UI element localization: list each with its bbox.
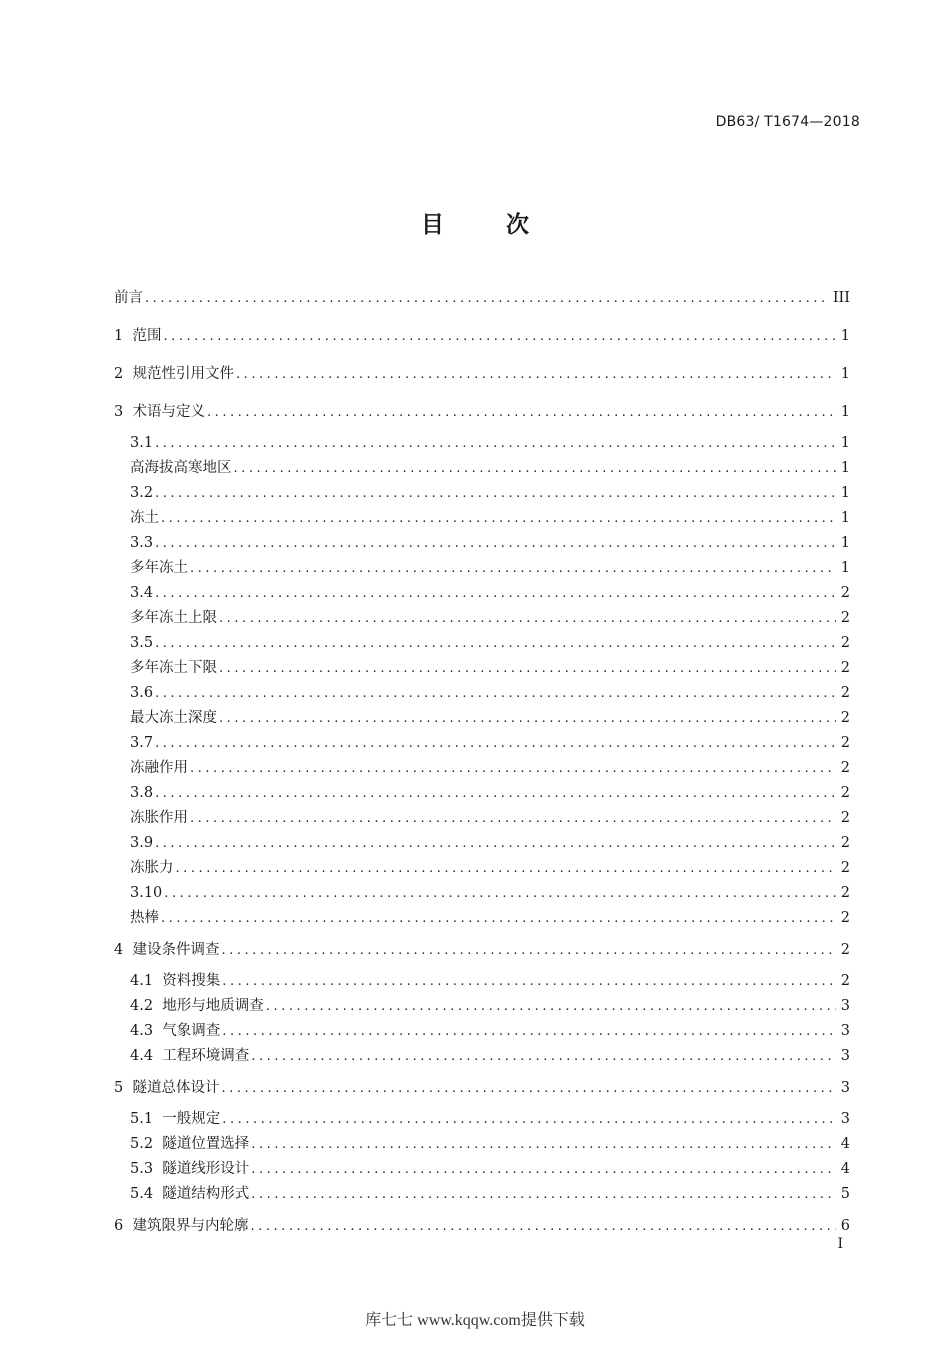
toc-entry-page: 2	[840, 660, 850, 676]
toc-leader-dots	[236, 362, 836, 387]
toc-leader-dots	[221, 938, 836, 963]
toc-entry[interactable]	[114, 286, 850, 317]
title-char-2: 次	[506, 212, 529, 238]
toc-entry-number: 5.1	[130, 1111, 163, 1127]
toc-entry-number: 4.3	[130, 1023, 163, 1039]
toc-leader-dots	[190, 756, 836, 781]
toc-entry[interactable]	[114, 781, 850, 806]
toc-entry-label: 冻胀作用	[130, 810, 188, 826]
toc-entry-label: 高海拔高寒地区	[130, 460, 232, 476]
toc-entry-label: 气象调查	[162, 1023, 221, 1039]
title-char-1: 目	[420, 212, 444, 238]
toc-entry-page: 2	[840, 635, 850, 651]
toc-entry-page: 2	[840, 885, 850, 901]
toc-entry-page: 1	[840, 435, 850, 451]
toc-entry-label: 冻融作用	[130, 760, 188, 776]
toc-entry-label: 3.9	[130, 835, 154, 851]
toc-leader-dots	[222, 1107, 836, 1132]
toc-entry-label: 前言	[114, 290, 143, 306]
toc-entry-page: 2	[840, 610, 850, 626]
toc-entry[interactable]	[114, 831, 850, 856]
toc-entry-label: 多年冻土上限	[130, 610, 217, 626]
toc-entry[interactable]	[114, 806, 850, 831]
toc-leader-dots	[161, 506, 836, 531]
toc-entry-page: 1	[840, 535, 850, 551]
toc-entry-page: 4	[840, 1161, 850, 1177]
toc-entry-page: 2	[840, 585, 850, 601]
toc-entry[interactable]	[114, 456, 850, 481]
toc-entry-page: 3	[840, 1048, 850, 1064]
toc-entry-page: 2	[840, 860, 850, 876]
toc-leader-dots	[190, 556, 836, 581]
toc-entry[interactable]	[114, 906, 850, 931]
toc-entry-page: 3	[840, 1023, 850, 1039]
toc-leader-dots	[266, 994, 836, 1019]
toc-entry-page: 2	[840, 710, 850, 726]
toc-leader-dots	[219, 656, 836, 681]
toc-leader-dots	[155, 631, 836, 656]
toc-entry-page: 2	[840, 973, 850, 989]
toc-entry[interactable]	[114, 856, 850, 881]
toc-leader-dots	[190, 806, 836, 831]
toc-entry-page: 2	[840, 735, 850, 751]
document-code: DB63/ T1674—2018	[715, 114, 860, 130]
toc-leader-dots	[222, 969, 836, 994]
toc-entry-number: 4	[114, 942, 133, 958]
toc-entry-label: 多年冻土	[130, 560, 188, 576]
toc-entry-label: 工程环境调查	[162, 1048, 250, 1064]
toc-leader-dots	[219, 606, 836, 631]
toc-entry-page: 2	[840, 835, 850, 851]
toc-leader-dots	[155, 431, 836, 456]
toc-leader-dots	[155, 781, 836, 806]
toc-entry[interactable]	[114, 994, 850, 1019]
toc-entry[interactable]	[114, 969, 850, 994]
toc-leader-dots	[221, 1076, 836, 1101]
toc-entry[interactable]	[114, 1132, 850, 1157]
toc-leader-dots	[222, 1019, 836, 1044]
toc-entry[interactable]	[114, 400, 850, 431]
toc-entry[interactable]	[114, 1182, 850, 1207]
toc-entry-label: 3.10	[130, 885, 163, 901]
toc-entry-label: 冻土	[130, 510, 159, 526]
toc-entry-label: 地形与地质调查	[162, 998, 264, 1014]
toc-entry[interactable]	[114, 481, 850, 506]
toc-entry[interactable]	[114, 1019, 850, 1044]
watermark-text: 库七七 www.kqqw.com提供下载	[365, 1312, 585, 1329]
toc-leader-dots	[145, 286, 829, 311]
toc-entry-number: 4.2	[130, 998, 163, 1014]
toc-entry-number: 5.2	[130, 1136, 163, 1152]
toc-entry[interactable]	[114, 1107, 850, 1132]
page-title	[0, 206, 950, 239]
toc-leader-dots	[164, 881, 836, 906]
toc-entry-number: 3	[114, 404, 133, 420]
toc-entry-label: 隧道结构形式	[162, 1186, 250, 1202]
toc-leader-dots	[155, 681, 836, 706]
toc-entry-label: 3.3	[130, 535, 154, 551]
toc-entry-page: 6	[840, 1218, 850, 1234]
toc-entry-label: 冻胀力	[130, 860, 174, 876]
toc-entry[interactable]	[114, 681, 850, 706]
toc-entry[interactable]	[114, 938, 850, 969]
toc-leader-dots	[155, 731, 836, 756]
toc-entry-label: 建设条件调查	[132, 942, 220, 958]
toc-entry-label: 3.4	[130, 585, 154, 601]
toc-entry-page: III	[832, 290, 850, 306]
toc-entry[interactable]	[114, 431, 850, 456]
toc-entry-label: 一般规定	[162, 1111, 221, 1127]
toc-entry-label: 3.7	[130, 735, 154, 751]
toc-entry-label: 范围	[132, 328, 162, 344]
toc-entry-page: 2	[840, 760, 850, 776]
toc-entry[interactable]	[114, 581, 850, 606]
toc-leader-dots	[234, 456, 837, 481]
toc-leader-dots	[155, 581, 836, 606]
toc-entry-page: 1	[840, 404, 850, 420]
toc-leader-dots	[251, 1157, 836, 1182]
toc-entry[interactable]	[114, 1214, 850, 1245]
page-number: I	[837, 1236, 843, 1252]
toc-leader-dots	[219, 706, 836, 731]
toc-entry[interactable]	[114, 506, 850, 531]
toc-entry-label: 隧道线形设计	[162, 1161, 250, 1177]
toc-entry-number: 4.4	[130, 1048, 163, 1064]
toc-entry-number: 5.4	[130, 1186, 163, 1202]
toc-entry-label: 资料搜集	[162, 973, 221, 989]
toc-entry-page: 5	[840, 1186, 850, 1202]
toc-leader-dots	[251, 1044, 836, 1069]
toc-leader-dots	[163, 324, 836, 349]
toc-leader-dots	[251, 1182, 836, 1207]
toc-entry-page: 4	[840, 1136, 850, 1152]
toc-entry-page: 2	[840, 685, 850, 701]
toc-entry-label: 规范性引用文件	[132, 366, 234, 382]
toc-entry-label: 最大冻土深度	[130, 710, 217, 726]
toc-entry-page: 2	[840, 810, 850, 826]
toc-entry-page: 3	[840, 1080, 850, 1096]
toc-entry-label: 3.2	[130, 485, 154, 501]
toc-entry-page: 2	[840, 942, 850, 958]
toc-leader-dots	[155, 531, 836, 556]
toc-entry-page: 1	[840, 485, 850, 501]
toc-entry-label: 3.5	[130, 635, 154, 651]
toc-entry[interactable]	[114, 756, 850, 781]
toc-entry[interactable]	[114, 1157, 850, 1182]
toc-leader-dots	[176, 856, 837, 881]
toc-entry[interactable]	[114, 881, 850, 906]
toc-leader-dots	[155, 481, 836, 506]
toc-entry-label: 3.6	[130, 685, 154, 701]
table-of-contents	[114, 286, 850, 1245]
toc-entry[interactable]	[114, 531, 850, 556]
toc-entry-number: 2	[114, 366, 133, 382]
toc-entry[interactable]	[114, 1076, 850, 1107]
toc-entry[interactable]	[114, 324, 850, 355]
toc-entry-page: 3	[840, 1111, 850, 1127]
toc-entry-page: 1	[840, 560, 850, 576]
toc-leader-dots	[250, 1214, 836, 1239]
toc-leader-dots	[161, 906, 836, 931]
toc-entry-label: 热棒	[130, 910, 159, 926]
toc-entry-page: 1	[840, 460, 850, 476]
toc-entry-page: 1	[840, 510, 850, 526]
toc-entry-page: 1	[840, 366, 850, 382]
toc-entry-label: 隧道位置选择	[162, 1136, 250, 1152]
toc-entry-number: 5.3	[130, 1161, 163, 1177]
toc-entry[interactable]	[114, 606, 850, 631]
toc-entry-label: 隧道总体设计	[132, 1080, 220, 1096]
toc-entry-page: 2	[840, 785, 850, 801]
toc-entry-label: 术语与定义	[132, 404, 205, 420]
toc-entry[interactable]	[114, 731, 850, 756]
toc-entry-page: 2	[840, 910, 850, 926]
toc-entry-page: 1	[840, 328, 850, 344]
toc-entry[interactable]	[114, 556, 850, 581]
toc-entry[interactable]	[114, 1044, 850, 1069]
toc-entry[interactable]	[114, 362, 850, 393]
toc-entry-number: 1	[114, 328, 133, 344]
toc-entry-number: 4.1	[130, 973, 163, 989]
toc-leader-dots	[251, 1132, 836, 1157]
toc-entry-label: 建筑限界与内轮廓	[132, 1218, 249, 1234]
toc-leader-dots	[207, 400, 836, 425]
toc-entry-label: 多年冻土下限	[130, 660, 217, 676]
toc-entry-number: 5	[114, 1080, 133, 1096]
toc-entry[interactable]	[114, 706, 850, 731]
toc-leader-dots	[155, 831, 836, 856]
toc-entry-number: 6	[114, 1218, 133, 1234]
toc-entry[interactable]	[114, 656, 850, 681]
toc-entry-label: 3.1	[130, 435, 154, 451]
toc-entry-page: 3	[840, 998, 850, 1014]
toc-entry-label: 3.8	[130, 785, 154, 801]
toc-entry[interactable]	[114, 631, 850, 656]
